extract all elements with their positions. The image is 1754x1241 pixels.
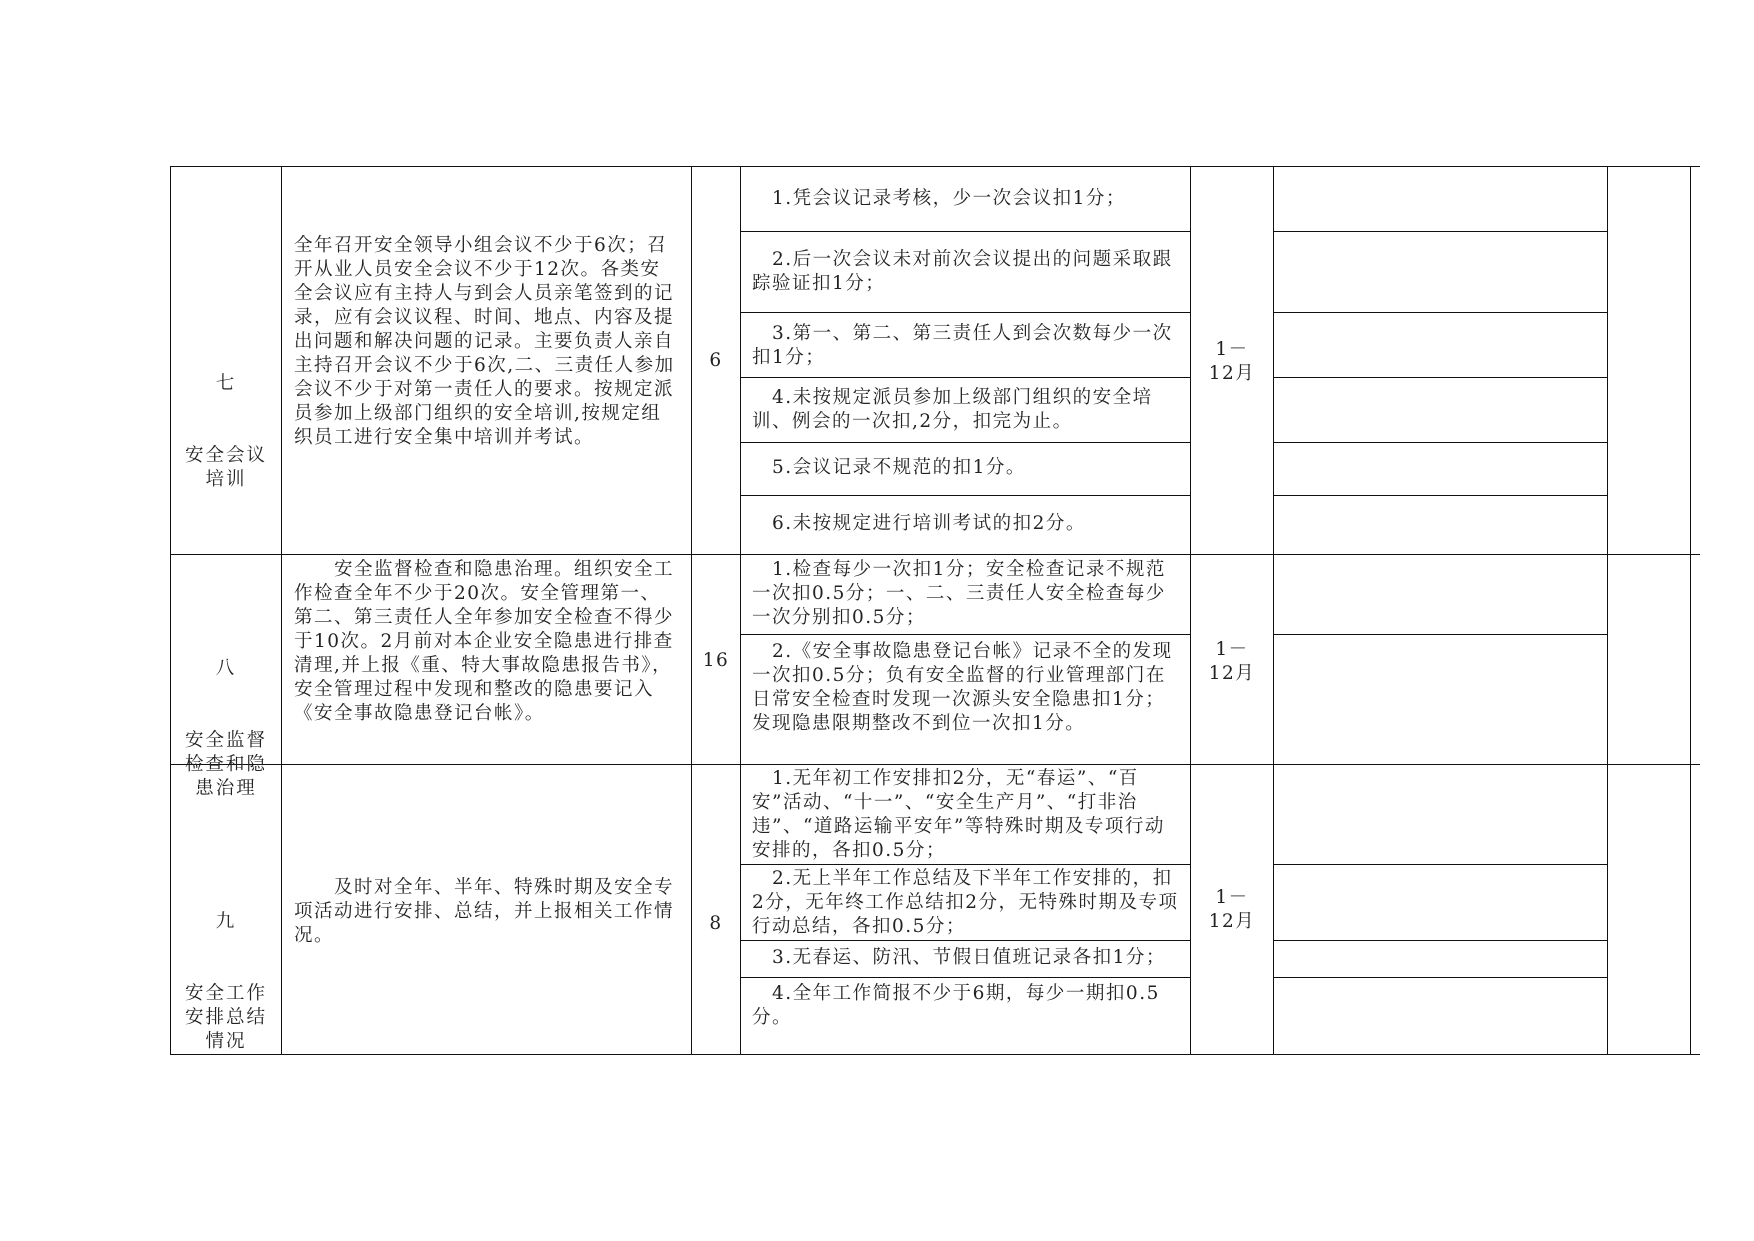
section-nine-name: 安全工作 安排总结 情况 (184, 983, 267, 1052)
section-nine-rule-4: 4.全年工作简报不少于6期，每少一期扣0.5分。 (752, 983, 1160, 1028)
section-nine-requirement: 及时对全年、半年、特殊时期及安全专项活动进行安排、总结，并上报相关工作情况。 (294, 877, 675, 946)
section-nine-rule-2: 2.无上半年工作总结及下半年工作安排的，扣2分，无年终工作总结扣2分，无特殊时期及专项行动总结，各扣0.5分； (752, 868, 1179, 937)
section-eight-category (172, 609, 280, 849)
section-nine-score: 8 (709, 913, 723, 934)
section-eight-score: 16 (702, 650, 730, 671)
section-seven-rule-2: 2.后一次会议未对前次会议提出的问题采取跟踪验证扣1分； (752, 249, 1173, 294)
section-nine-category (172, 862, 280, 1102)
section-eight-period: 1－ 12月 (1208, 639, 1256, 684)
section-seven-rule-4: 4.未按规定派员参加上级部门组织的安全培训、例会的一次扣,2分，扣完为止。 (752, 387, 1153, 432)
section-eight-number: 八 (215, 658, 237, 679)
section-nine-rule-1: 1.无年初工作安排扣2分，无“春运”、“百安”活动、“十一”、“安全生产月”、“打非治违”、“道路运输平安年”等特殊时期及专项行动安排的，各扣0.5分； (752, 768, 1165, 861)
section-seven-name: 安全会议 培训 (184, 445, 267, 490)
section-seven-score: 6 (709, 350, 723, 371)
section-seven-rule-3: 3.第一、第二、第三责任人到会次数每少一次扣1分； (752, 323, 1173, 368)
section-eight-rule-2: 2.《安全事故隐患登记台帐》记录不全的发现一次扣0.5分；负有安全监督的行业管理部门在日常安全检查时发现一次源头安全隐患扣1分；发现隐患限期整改不到位一次扣1分。 (752, 641, 1173, 734)
section-nine-rule-3: 3.无春运、防汛、节假日值班记录各扣1分； (752, 947, 1166, 968)
section-nine-period: 1－ 12月 (1208, 887, 1256, 932)
section-eight-requirement: 安全监督检查和隐患治理。组织安全工作检查全年不少于20次。安全管理第一、第二、第三责任人全年参加安全检查不得少于10次。2月前对本企业安全隐患进行排查清理,并上报《重、特大事故隐患报告书》，安全管理过程中发现和整改的隐患要记入《安全事故隐患登记台帐》。 (294, 559, 675, 724)
section-nine-number: 九 (215, 911, 237, 932)
section-seven-rule-5: 5.会议记录不规范的扣1分。 (752, 457, 1026, 478)
section-eight-rule-1: 1.检查每少一次扣1分；安全检查记录不规范一次扣0.5分；一、二、三责任人安全检查每少一次分别扣0.5分； (752, 559, 1166, 628)
section-seven-period: 1－ 12月 (1208, 339, 1256, 384)
section-eight-name: 安全监督 检查和隐 患治理 (184, 730, 267, 799)
section-seven-rule-1: 1.凭会议记录考核，少一次会议扣1分； (752, 188, 1126, 209)
section-seven-number: 七 (215, 373, 237, 394)
section-seven-rule-6: 6.未按规定进行培训考试的扣2分。 (752, 513, 1086, 534)
section-seven-category (172, 324, 280, 540)
section-seven-requirement: 全年召开安全领导小组会议不少于6次；召开从业人员安全会议不少于12次。各类安全会议应有主持人与到会人员亲笔签到的记录，应有会议议程、时间、地点、内容及提出问题和解决问题的记录。主要负责人亲自主持召开会议不少于6次,二、三责任人参加会议不少于对第一责任人的要求。按规定派员参加上级部门组织的安全培训,按规定组织员工进行安全集中培训并考试。 (294, 235, 675, 448)
